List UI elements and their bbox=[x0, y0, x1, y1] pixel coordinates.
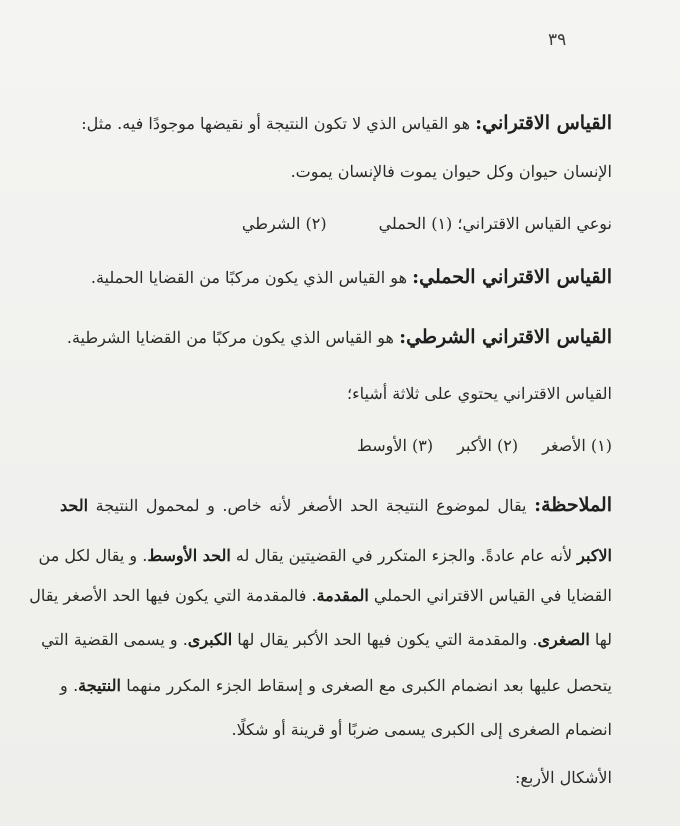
shurti-definition: هو القياس الذي يكون مركبًا من القضايا الشرطية. bbox=[66, 328, 400, 347]
hamli-definition: هو القياس الذي يكون مركبًا من القضايا الحملية. bbox=[90, 268, 413, 287]
page-number: ٣٩ bbox=[548, 30, 567, 50]
shurti-term: القياس الاقتراني الشرطي: bbox=[399, 326, 612, 348]
note-l3-b: . فالمقدمة التي يكون فيها الحد الأصغر يقال bbox=[29, 586, 317, 605]
forms-heading: الأشكال الأربع: bbox=[514, 768, 612, 787]
note-l2-a: لأنه عام عادةً. والجزء المتكرر في القضيتين يقال له bbox=[230, 546, 578, 565]
note-l4-bold-b: الكبرى bbox=[187, 630, 233, 649]
contains-text: القياس الاقتراني يحتوي على ثلاثة أشياء؛ bbox=[347, 384, 612, 403]
item-awsat: (٣) الأوسط bbox=[357, 436, 434, 455]
note-term: الملاحظة: bbox=[534, 494, 612, 516]
shurti-definition-line bbox=[60, 326, 612, 348]
note-l1-bold: الحد bbox=[60, 496, 89, 515]
types-line bbox=[60, 214, 612, 233]
note-l4-a: لها bbox=[589, 630, 612, 649]
contains-items bbox=[60, 436, 612, 455]
note-l4-bold-a: الصغرى bbox=[537, 630, 590, 649]
note-line-1 bbox=[60, 494, 612, 516]
note-l3-a: القضايا في القياس الاقتراني الحملي bbox=[368, 586, 612, 605]
note-l5-b: . و bbox=[60, 676, 79, 695]
iqtirani-term: القياس الاقتراني: bbox=[475, 112, 612, 134]
note-line-5 bbox=[60, 676, 612, 695]
hamli-term: القياس الاقتراني الحملي: bbox=[412, 266, 612, 288]
note-l1: يقال لموضوع النتيجة الحد الأصغر لأنه خاص. و لمحمول النتيجة bbox=[88, 496, 535, 515]
note-l2-bold-b: الحد الأوسط bbox=[147, 546, 231, 565]
note-l4-c: . و يسمى القضية التي bbox=[41, 630, 188, 649]
note-l5-a: يتحصل عليها بعد انضمام الكبرى مع الصغرى و إسقاط الجزء المكرر منهما bbox=[120, 676, 612, 695]
item-asghar: (١) الأصغر bbox=[542, 436, 612, 455]
hamli-definition-line bbox=[60, 266, 612, 288]
note-l2-bold-a: الاكبر bbox=[577, 546, 612, 565]
types-second: (٢) الشرطي bbox=[241, 214, 327, 233]
note-line-4 bbox=[41, 630, 612, 649]
iqtirani-definition: هو القياس الذي لا تكون النتيجة أو نقيضها موجودًا فيه. مثل: bbox=[81, 114, 476, 133]
note-l3-bold: المقدمة bbox=[316, 586, 369, 605]
note-l2-b: . و يقال لكل من bbox=[38, 546, 148, 565]
iqtirani-definition-line bbox=[60, 112, 612, 134]
iqtirani-example: الإنسان حيوان وكل حيوان يموت فالإنسان يموت. bbox=[290, 162, 612, 181]
types-label: نوعي القياس الاقتراني؛ (١) الحملي bbox=[378, 214, 612, 233]
item-akbar: (٢) الأكبر bbox=[457, 436, 519, 455]
note-line-3 bbox=[29, 586, 612, 605]
note-l5-bold: النتيجة bbox=[78, 676, 121, 695]
note-line-6: انضمام الصغرى إلى الكبرى يسمى ضربًا أو قرينة أو شكلًا. bbox=[231, 720, 612, 739]
note-line-2 bbox=[38, 546, 612, 565]
note-l4-b: . والمقدمة التي يكون فيها الحد الأكبر يقال لها bbox=[232, 630, 538, 649]
